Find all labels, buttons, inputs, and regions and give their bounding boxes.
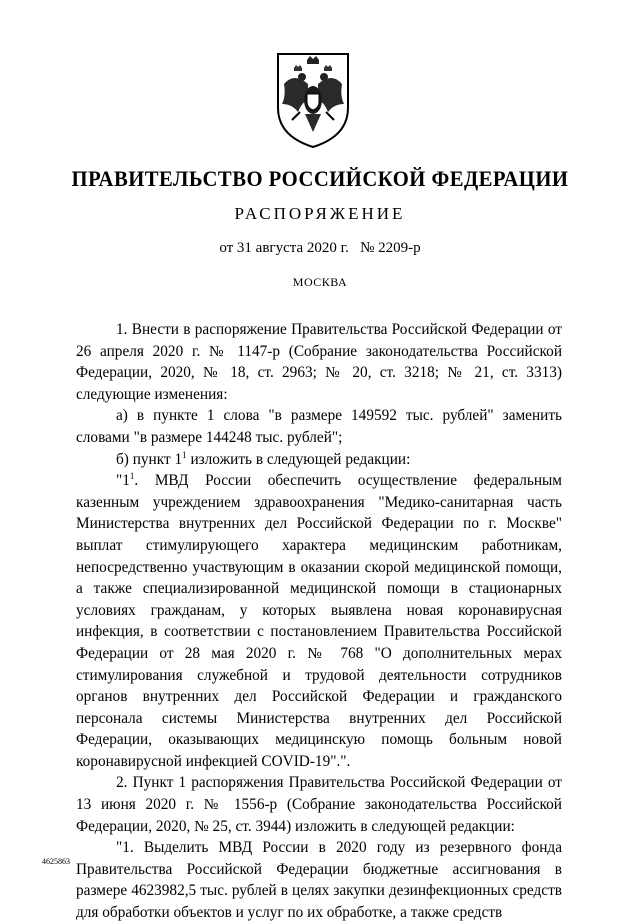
paragraph-quoted-1: "1. Выделить МВД России в 2020 году из резервного фонда Правительства Российской Федерации бюджетные ассигнования в размере 4623982,5 тыс. рублей в целях закупки дезинфекционных средств для обработки объектов и услуг по их обработке, а также средств [76, 839, 562, 922]
coat-of-arms-icon [272, 50, 354, 150]
paragraph-1b-text-end: изложить в следующей редакции: [186, 450, 411, 468]
superscript-number: 1 [182, 449, 187, 460]
document-city: МОСКВА [292, 275, 348, 289]
paragraph-1b-text-start: б) пункт 1 [116, 450, 183, 468]
superscript-number: 1 [129, 471, 135, 482]
document-date-line [0, 240, 640, 257]
document-number: № 2209-р [360, 240, 421, 256]
paragraph-1b [76, 449, 562, 471]
paragraph-quoted-number: "1 [116, 472, 130, 490]
government-title: ПРАВИТЕЛЬСТВО РОССИЙСКОЙ ФЕДЕРАЦИИ [71, 166, 569, 191]
document-type: РАСПОРЯЖЕНИЕ [234, 204, 406, 223]
document-date: от 31 августа 2020 г. [219, 240, 349, 256]
document-body [76, 319, 562, 924]
paragraph-1a: а) в пункте 1 слова "в размере 149592 тыс. рублей" заменить словами "в размере 144248 тыс. рублей"; [76, 407, 562, 446]
paragraph-quoted-text: . МВД России обеспечить осуществление федеральным казенным учреждением здравоохранения "Медико-санитарная часть Министерства внутренних дел Российской Федерации по г. Москве" выплат стимулирующего характера медицинским работникам, непосредственно участвующим в оказании скорой медицинской помощи, а также специализированной медицинской помощи в стационарных условиях гражданам, у которых выявлена новая коронавирусная инфекция, в соответствии с постановлением Правительства Российской Федерации от 28 мая 2020 г. № 768 "О дополнительных мерах стимулирования служебной и трудовой деятельности сотрудников органов внутренних дел Российской Федерации и гражданского персонала системы Министерства внутренних дел Российской Федерации, оказывающих медицинскую помощь больным новой коронавирусной инфекцией COVID-19".". [76, 472, 562, 770]
paragraph-quoted-1-1 [76, 470, 562, 772]
document-code: 4625863 [42, 857, 70, 866]
paragraph-1: 1. Внести в распоряжение Правительства Российской Федерации от 26 апреля 2020 г. № 1147-р (Собрание законодательства Российской Федерации, 2020, № 18, ст. 2963; № 20, ст. 3218; № 21, ст. 3313) следующие изменения: [76, 321, 562, 403]
paragraph-2: 2. Пункт 1 распоряжения Правительства Российской Федерации от 13 июня 2020 г. № 1556-р (Собрание законодательства Российской Федерации, 2020, № 25, ст. 3944) изложить в следующей редакции: [76, 774, 562, 835]
